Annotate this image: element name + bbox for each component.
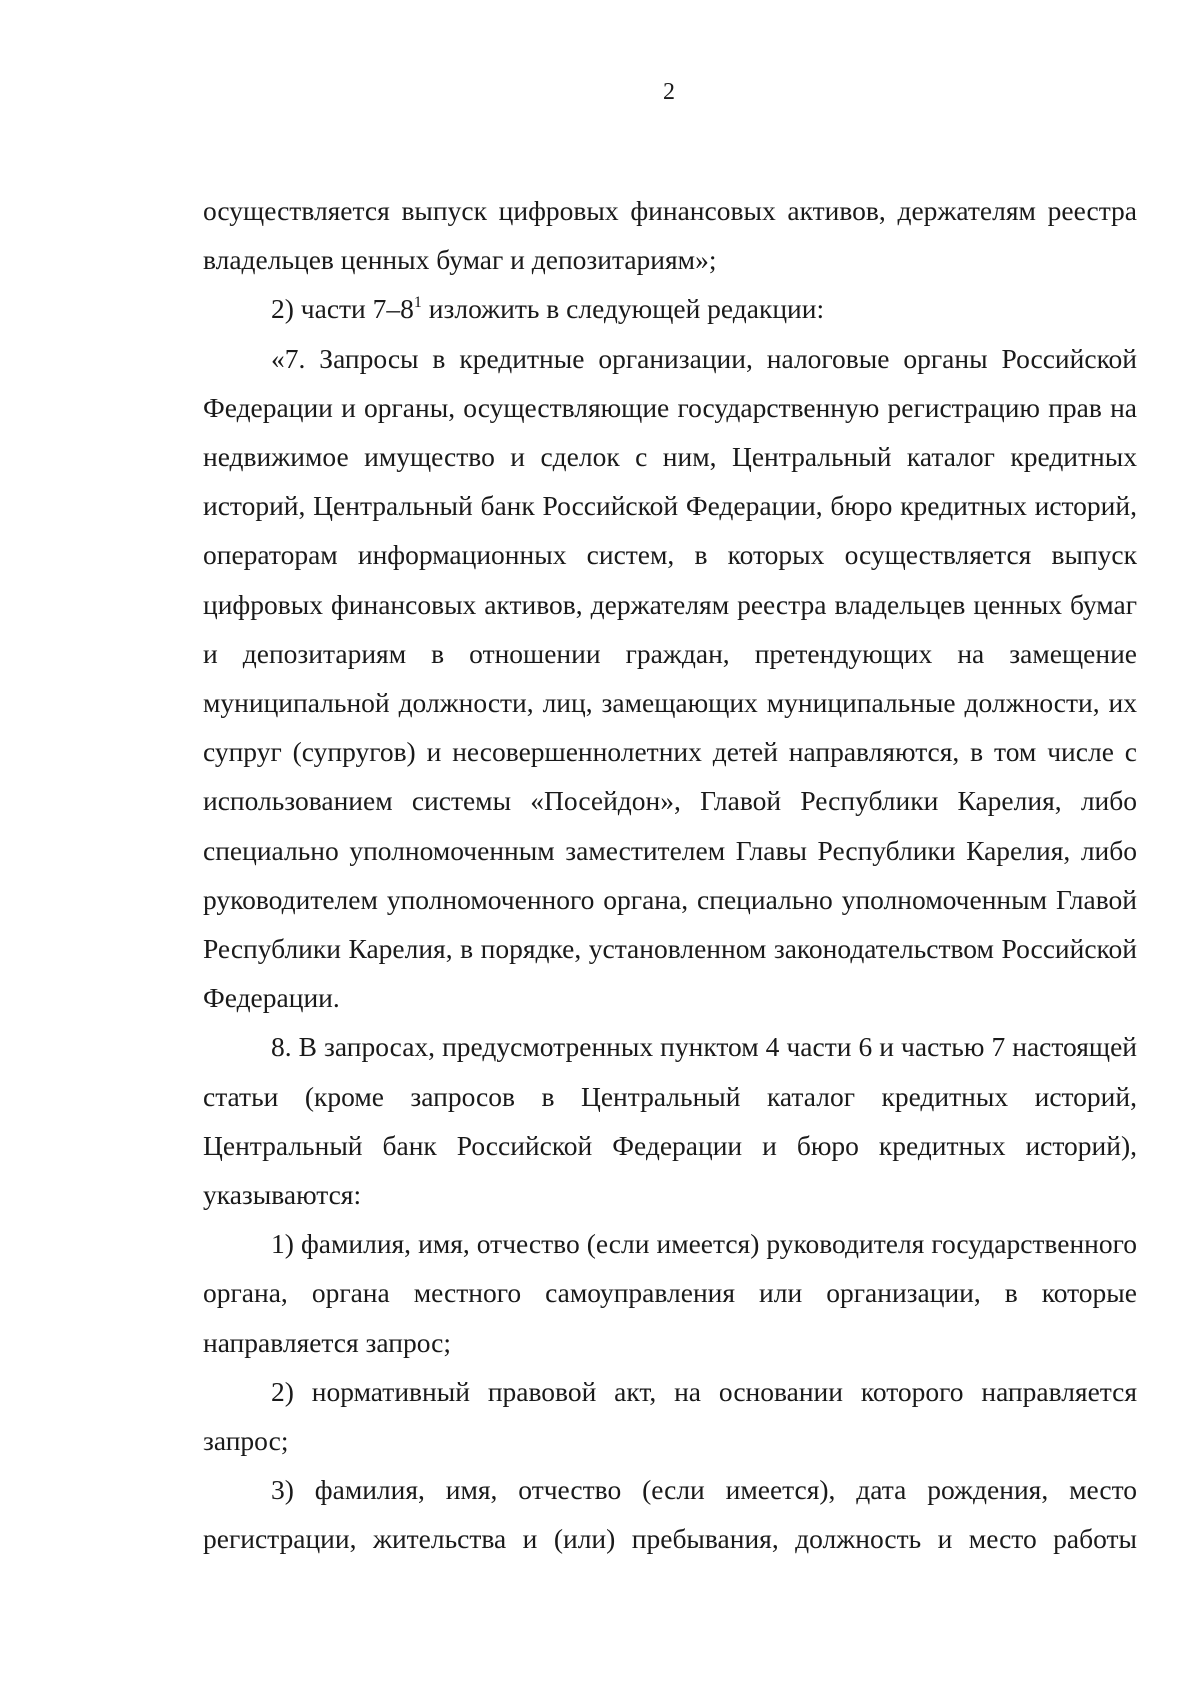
paragraph-item-2-text-before: 2) части 7–8 [271, 293, 414, 325]
paragraph-part-8: 8. В запросах, предусмотренных пунктом 4 части 6 и частью 7 настоящей статьи (кроме запросов в Центральный каталог кредитных историй, Центральный банк Российской Федерации и бюро кредитных историй), указываются: [203, 1031, 1137, 1211]
paragraph-item-2-text-after: изложить в следующей редакции: [421, 293, 825, 325]
paragraph-subitem-1: 1) фамилия, имя, отчество (если имеется) руководителя государственного органа, органа местного самоуправления или организации, в которые направляется запрос; [203, 1228, 1137, 1358]
paragraph-continuation: осуществляется выпуск цифровых финансовых активов, держателям реестра владельцев ценных бумаг и депозитариям»; [203, 195, 1137, 276]
page-number: 2 [663, 79, 675, 105]
paragraph-subitem-2: 2) нормативный правовой акт, на основании которого направляется запрос; [203, 1375, 1137, 1457]
paragraph-part-7: «7. Запросы в кредитные организации, налоговые органы Российской Федерации и органы, осуществляющие государственную регистрацию прав на недвижимое имущество и сделок с ним, Центральный каталог кредитных историй, Центральный банк Российской Федерации, бюро кредитных историй, операторам информационных систем, в которых осуществляется выпуск цифровых финансовых активов, держателям реестра владельцев ценных бумаг и депозитариям в отношении граждан, претендующих на замещение муниципальной должности, лиц, замещающих муниципальные должности, их супруг (супругов) и несовершеннолетних детей направляются, в том числе с использованием системы «Посейдон», Главой Республики Карелия, либо специально уполномоченным заместителем Главы Республики Карелия, либо руководителем уполномоченного органа, специально уполномоченным Главой Республики Карелия, в порядке, установленном законодательством Российской Федерации. [203, 342, 1137, 1014]
paragraph-subitem-3: 3) фамилия, имя, отчество (если имеется), дата рождения, место регистрации, жительства и (или) пребывания, должность и место работы [203, 1474, 1137, 1555]
superscript: 1 [413, 294, 422, 312]
document-body [203, 186, 1137, 1564]
paragraph-item-2-parts [203, 284, 1137, 333]
